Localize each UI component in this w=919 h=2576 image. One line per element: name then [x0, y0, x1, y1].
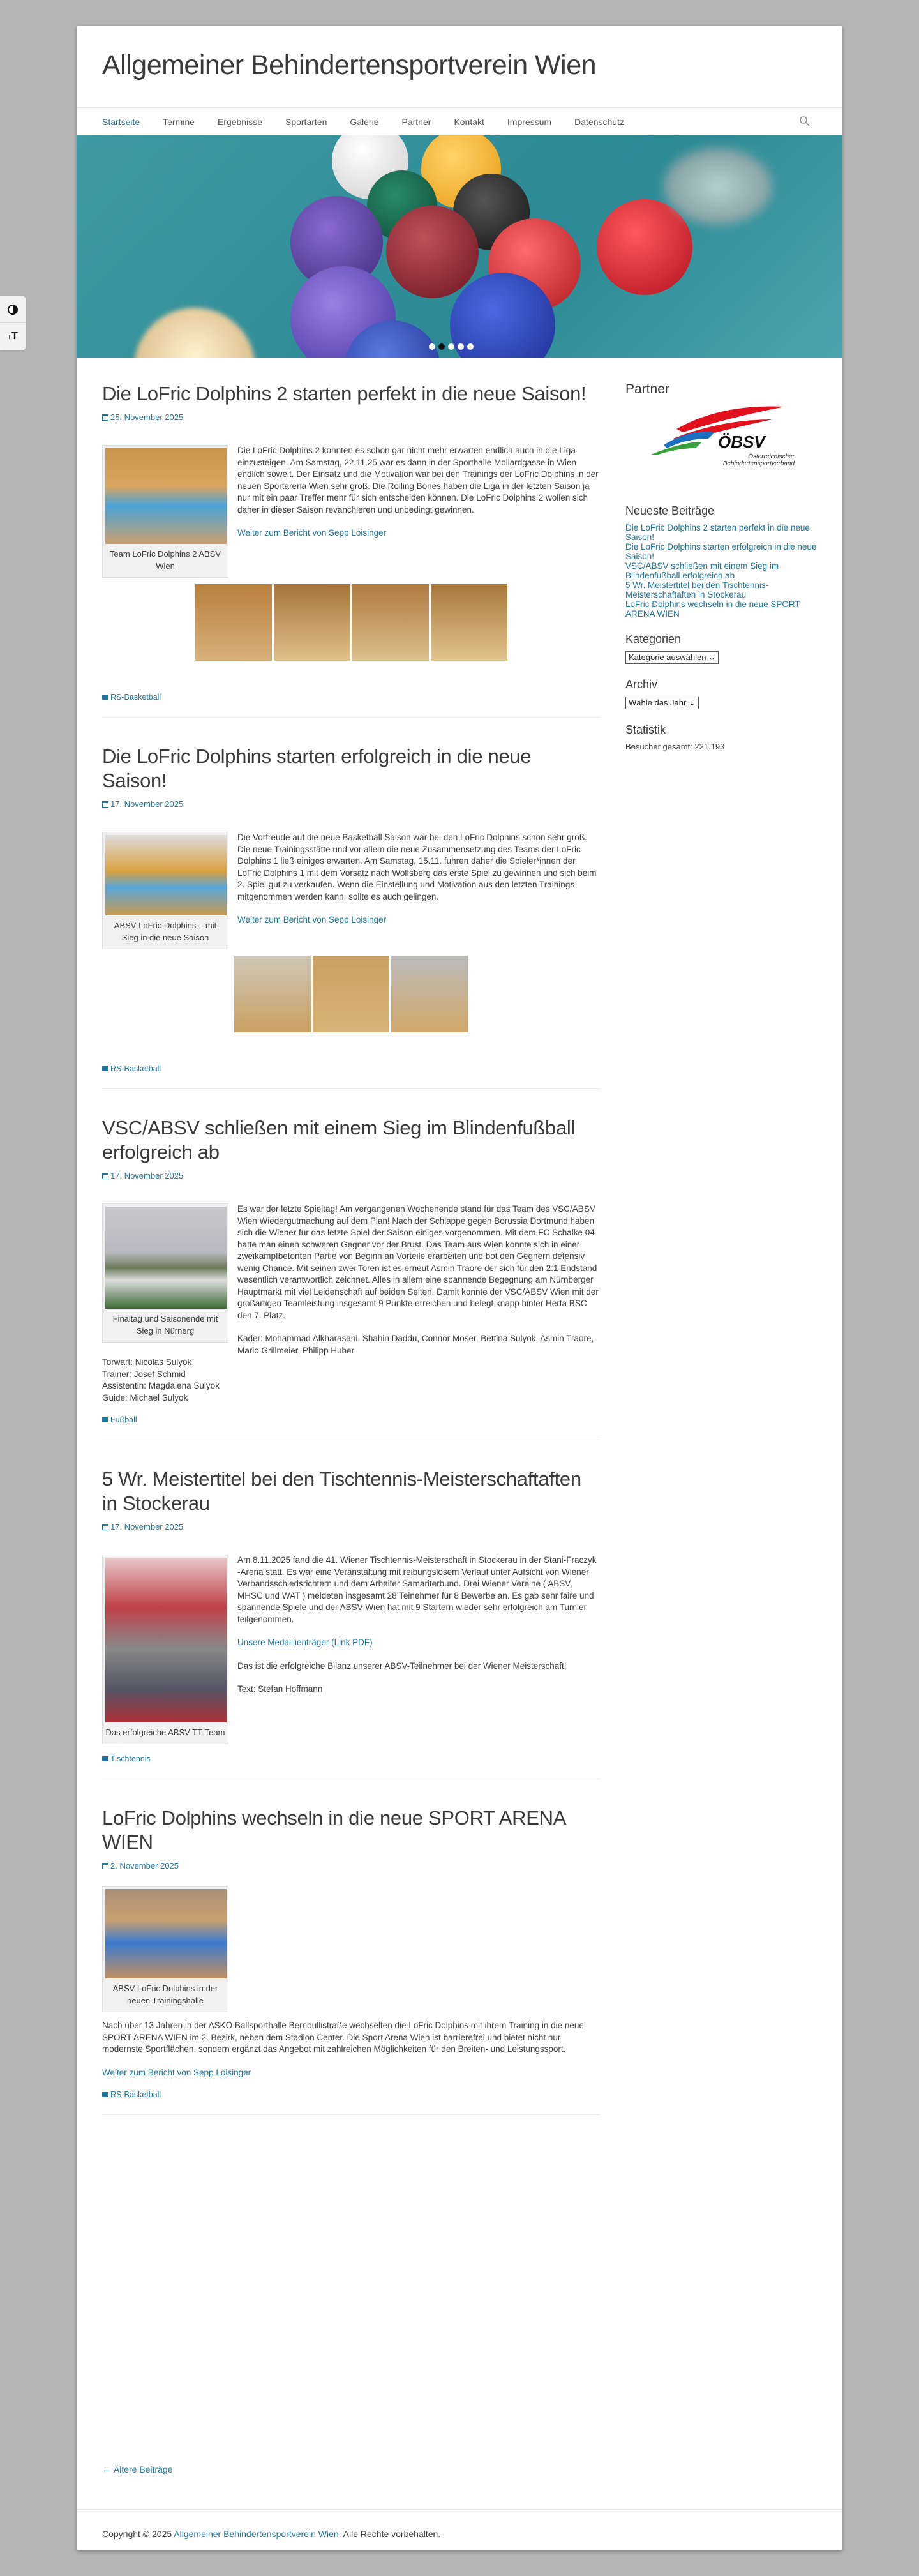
post-figure — [102, 1203, 228, 1343]
post-date[interactable] — [102, 1522, 600, 1532]
post-category[interactable] — [102, 1064, 600, 1088]
folder-icon — [102, 2092, 108, 2097]
nav-sportarten[interactable]: Sportarten — [285, 116, 327, 127]
read-more-link[interactable]: Weiter zum Bericht von Sepp Loisinger — [102, 2067, 251, 2077]
recent-posts-heading: Neueste Beiträge — [625, 504, 715, 517]
chevron-down-icon: ⌄ — [708, 652, 715, 662]
gallery-image[interactable] — [274, 584, 350, 661]
team-photo[interactable] — [105, 1889, 227, 1978]
post-paragraph: Nach über 13 Jahren in der ASKÖ Ballsporthalle Bernoullistraße wechselten die LoFric Dolphins mit ihrem Training in die neue SPORT ARENA WIEN im 2. Bezirk, neben dem Stadion Center. Die Sport Arena Wien ist barrierefrei und bietet nicht nur modernste Sportflächen, sondern ergänzt das Angebot mit zahlreichen Möglichkeiten für den Breiten- und Leistungssport. — [102, 2021, 584, 2054]
nav-galerie[interactable]: Galerie — [350, 116, 379, 127]
roster-line: Guide: Michael Sulyok — [102, 1392, 188, 1403]
photo-gallery — [102, 954, 600, 1032]
post — [102, 1440, 600, 1779]
post — [102, 358, 600, 718]
folder-icon — [102, 1066, 108, 1071]
page-container — [77, 26, 842, 2550]
billiard-ball — [386, 206, 479, 298]
slider-dot[interactable] — [429, 343, 435, 350]
post-author: Text: Stefan Hoffmann — [237, 1684, 323, 1694]
post-date[interactable] — [102, 1171, 600, 1180]
partner-heading: Partner — [625, 382, 669, 396]
read-more-link[interactable]: Weiter zum Bericht von Sepp Loisinger — [237, 528, 387, 538]
chevron-down-icon: ⌄ — [688, 698, 696, 707]
post-figure — [102, 1886, 228, 2012]
post-title[interactable]: Die LoFric Dolphins starten erfolgreich in die neue Saison! — [102, 745, 532, 792]
older-posts-link[interactable]: ← Ältere Beiträge — [102, 2464, 173, 2474]
slider-dot-active[interactable] — [438, 343, 445, 350]
rights-text: . Alle Rechte vorbehalten. — [338, 2529, 441, 2539]
post-figure — [102, 445, 228, 578]
post-date[interactable] — [102, 412, 600, 422]
gallery-image[interactable] — [313, 956, 389, 1032]
recent-post-link[interactable]: VSC/ABSV schließen mit einem Sieg im Blindenfußball erfolgreich ab — [625, 561, 779, 580]
roster-line: Trainer: Josef Schmid — [102, 1369, 186, 1379]
post — [102, 718, 600, 1089]
archive-select[interactable] — [625, 697, 699, 709]
read-more-link[interactable]: Weiter zum Bericht von Sepp Loisinger — [237, 915, 387, 924]
statistics-heading: Statistik — [625, 723, 666, 736]
category-link[interactable]: RS-Basketball — [110, 693, 161, 702]
gallery-image[interactable] — [195, 584, 272, 661]
match-photo[interactable] — [105, 1207, 227, 1309]
figure-caption: Finaltag und Saisonende mit Sieg in Nürnerg — [112, 1314, 218, 1336]
recent-post-link[interactable]: 5 Wr. Meistertitel bei den Tischtennis-Meisterschaftaften in Stockerau — [625, 580, 769, 599]
categories-heading: Kategorien — [625, 633, 682, 645]
post-title[interactable]: LoFric Dolphins wechseln in die neue SPORT ARENA WIEN — [102, 1807, 565, 1853]
nav-datenschutz[interactable]: Datenschutz — [574, 116, 624, 127]
figure-caption: ABSV LoFric Dolphins in der neuen Trainingshalle — [112, 1984, 218, 2005]
post-category[interactable] — [102, 1415, 600, 1440]
team-photo[interactable] — [105, 448, 227, 544]
post-paragraph: Die Vorfreude auf die neue Basketball Saison war bei den LoFric Dolphins schon sehr groß. Die neue Trainingsstätte und vor allem die neue Zusammensetzung des Teams der LoFric Dolphins 1 ließ einiges erwarten. Am Samstag, 15.11. fuhren daher die Spieler*innen der LoFric Dolphins 1 mit dem Vorsatz nach Wolfsberg das erste Spiel zu gewinnen und sich beim 2. Spiel gut zu verkaufen. Wenn die Einstellung und Motivation aus den letzten Trainings mitgenommen werden kann, sollte es auch gelingen. — [237, 832, 597, 901]
calendar-icon — [102, 1173, 108, 1179]
post-date-text: 17. November 2025 — [110, 1171, 184, 1180]
calendar-icon — [102, 414, 108, 421]
gallery-image[interactable] — [431, 584, 507, 661]
slider-dot[interactable] — [458, 343, 464, 350]
copyright-text: Copyright © 2025 — [102, 2529, 174, 2539]
billiard-ball — [134, 308, 255, 358]
nav-kontakt[interactable]: Kontakt — [454, 116, 484, 127]
calendar-icon — [102, 801, 108, 808]
post-figure — [102, 832, 228, 949]
post-date-text: 25. November 2025 — [110, 412, 184, 422]
post-figure — [102, 1555, 228, 1744]
slider-dots — [429, 343, 474, 350]
gallery-image[interactable] — [234, 956, 311, 1032]
recent-post-link[interactable]: LoFric Dolphins wechseln in die neue SPORT ARENA WIEN — [625, 599, 800, 619]
roster — [102, 1333, 600, 1404]
figure-caption: Das erfolgreiche ABSV TT-Team — [105, 1728, 225, 1737]
nav-termine[interactable]: Termine — [163, 116, 195, 127]
nav-impressum[interactable]: Impressum — [507, 116, 552, 127]
contrast-icon — [8, 305, 18, 315]
archive-heading: Archiv — [625, 678, 658, 691]
contrast-toggle-button[interactable] — [0, 296, 26, 323]
main-nav — [77, 107, 842, 135]
visitor-count: Besucher gesamt: 221.193 — [625, 742, 725, 751]
slider-dot[interactable] — [448, 343, 454, 350]
post-date-text: 17. November 2025 — [110, 1522, 184, 1532]
post-date-text: 2. November 2025 — [110, 1861, 179, 1871]
archive-select-value: Wähle das Jahr — [629, 698, 687, 707]
footer — [77, 2509, 842, 2558]
billiard-ball — [597, 199, 692, 295]
medal-pdf-link[interactable]: Unsere Medaillienträger (Link PDF) — [237, 1638, 373, 1647]
recent-posts-list — [625, 523, 823, 619]
gallery-image[interactable] — [352, 584, 429, 661]
post-title[interactable]: Die LoFric Dolphins 2 starten perfekt in die neue Saison! — [102, 382, 587, 405]
folder-icon — [102, 1417, 108, 1422]
photo-gallery — [102, 583, 600, 661]
gallery-image[interactable] — [391, 956, 468, 1032]
roster-line: Kader: Mohammad Alkharasani, Shahin Daddu, Connor Moser, Bettina Sulyok, Asmin Traore, Mario Grillmeier, Philipp Huber — [237, 1334, 594, 1355]
post-category[interactable] — [102, 693, 600, 717]
post-paragraph: Am 8.11.2025 fand die 41. Wiener Tischtennis-Meisterschaft in Stockerau in der Stani-Fraczyk -Arena statt. Es war eine Veranstaltung mit reibungslosem Verlauf unter Aufsicht von Wiener Verbandsschiedsrichtern und dem Arbeiter Samariterbund. Drei Wiener Vereine ( ABSV, MHSC und WAT ) meldeten insgesamt 28 Teinehmer für 8 Bewerbe an. Es gab sehr faire und spannende Spiele und der ABSV-Wien hat mit 9 Startern wieder sehr erfolgreich am Turnier teilgenommen. — [237, 1555, 597, 1624]
post-paragraph: Das ist die erfolgreiche Bilanz unserer ABSV-Teilnehmer bei der Wiener Meisterschaft! — [237, 1661, 567, 1671]
post — [102, 1089, 600, 1440]
post-category[interactable] — [102, 1749, 600, 1779]
roster-line: Assistentin: Magdalena Sulyok — [102, 1381, 220, 1390]
recent-post-link[interactable]: Die LoFric Dolphins starten erfolgreich in die neue Saison! — [625, 542, 817, 561]
post-paragraph: Es war der letzte Spieltag! Am vergangenen Wochenende stand für das Team des VSC/ABSV Wien Wiedergutmachung auf dem Plan! Nach der Schlappe gegen Borussia Dortmund haben sich die Wiener für das letzte Spiel der Saison einiges vorgenommen. Mit dem FC Schalke 04 hatte man einen schweren Gegner vor der Brust. Das Team aus Wien konnte sich in einer zweikampfbetonten Partie von Beginn an Vorteile erarbeiten und bot den Gegnern defensiv wenig Chance. Mit seinen zwei Toren ist es erneut Asmin Traore der sich für den 2:1 Endstand wesentlich verantwortlich zeichnet. Alles in allem eine spannende Begegnung am Nürnberger Hauptmarkt mit viel Leidenschaft auf beiden Seiten. Damit konnte der VSC/ABSV Wien mit der großartigen Teamleistung insgesamt 9 Punkte erreichen und belegt knapp hinter Herta BSC den 7. Platz. — [237, 1204, 599, 1320]
search-icon[interactable] — [799, 116, 811, 127]
category-link[interactable]: Fußball — [110, 1415, 137, 1424]
category-link[interactable]: RS-Basketball — [110, 1064, 161, 1073]
calendar-icon — [102, 1863, 108, 1869]
nav-partner[interactable]: Partner — [401, 116, 431, 127]
slider-dot[interactable] — [467, 343, 474, 350]
roster-line: Torwart: Nicolas Sulyok — [102, 1357, 192, 1367]
post-list — [102, 358, 600, 2115]
post-date[interactable] — [102, 799, 600, 809]
post-date[interactable] — [102, 1861, 600, 1871]
team-photo[interactable] — [105, 835, 227, 915]
post-title[interactable]: 5 Wr. Meistertitel bei den Tischtennis-Meisterschaftaften in Stockerau — [102, 1468, 581, 1514]
text-size-icon: TT — [8, 331, 18, 342]
post — [102, 1779, 600, 2115]
accessibility-toolbar — [0, 296, 26, 350]
team-photo[interactable] — [105, 1558, 227, 1722]
category-link[interactable]: RS-Basketball — [110, 2090, 161, 2099]
category-link[interactable]: Tischtennis — [110, 1754, 151, 1763]
folder-icon — [102, 1756, 108, 1761]
folder-icon — [102, 695, 108, 700]
hero-slider[interactable] — [77, 135, 842, 358]
nav-startseite[interactable]: Startseite — [102, 116, 140, 127]
post-title[interactable]: VSC/ABSV schließen mit einem Sieg im Blindenfußball erfolgreich ab — [102, 1117, 576, 1163]
post-date-text: 17. November 2025 — [110, 799, 184, 809]
calendar-icon — [102, 1524, 108, 1530]
footer-site-link[interactable]: Allgemeiner Behindertensportverein Wien — [174, 2529, 339, 2539]
nav-ergebnisse[interactable]: Ergebnisse — [217, 116, 262, 127]
site-title[interactable]: Allgemeiner Behindertensportverein Wien — [102, 50, 597, 80]
figure-caption: ABSV LoFric Dolphins – mit Sieg in die neue Saison — [114, 921, 217, 942]
post-paragraph: Die LoFric Dolphins 2 konnten es schon gar nicht mehr erwarten endlich auch in die Liga einzusteigen. Am Samstag, 22.11.25 war es dann in der Sporthalle Mollardgasse in Wien endlich soweit. Der Einsatz und die Motivation war bei den Trainings der LoFric Dolphins in der neuen Sportarena Wien sehr groß. Die Rolling Bones haben die Liga in der letzten Saison ja nur mit ein paar Treffer mehr für sich entscheiden können. Die LoFric Dolphins 2 wollen sich daher in dieser Saison revanchieren und unbedingt gewinnen. — [237, 446, 599, 515]
sidebar — [625, 358, 823, 751]
oebsv-logo[interactable]: ÖBSV Österreichischer Behindertensportverband — [651, 403, 798, 499]
figure-caption: Team LoFric Dolphins 2 ABSV Wien — [109, 549, 221, 571]
category-select-value: Kategorie auswählen — [629, 652, 706, 662]
category-select[interactable] — [625, 651, 719, 664]
recent-post-link[interactable]: Die LoFric Dolphins 2 starten perfekt in die neue Saison! — [625, 523, 810, 542]
post-category[interactable] — [102, 2090, 600, 2114]
font-size-button[interactable] — [0, 323, 26, 350]
billiard-ball — [664, 148, 772, 225]
